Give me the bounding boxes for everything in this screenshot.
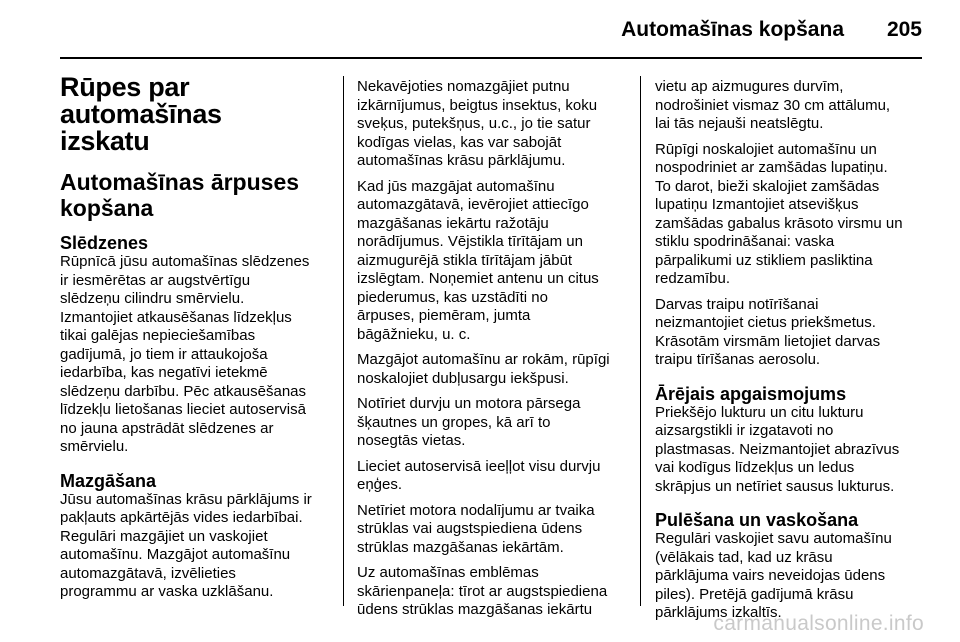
text-line: Rūpīgi noskalojiet automašīnu un bbox=[655, 140, 877, 158]
text-line: vai kodīgus līdzekļus un ledus bbox=[655, 459, 855, 476]
watermark: carmanualsonline.info bbox=[713, 612, 924, 635]
exterior-lights-text bbox=[655, 404, 927, 497]
polishing-text bbox=[655, 530, 927, 623]
text-line: iedarbība, kas negatīvi ietekmē bbox=[60, 364, 268, 381]
text-line: nodrošiniet vismaz 30 cm attālumu, bbox=[655, 96, 891, 114]
section-heading bbox=[60, 169, 332, 221]
paragraph bbox=[357, 178, 629, 345]
text-line: automašīnas krāsu pārklājumu. bbox=[357, 152, 566, 169]
paragraph bbox=[655, 296, 927, 370]
text-line: Mazgājot automašīnu ar rokām, rūpīgi bbox=[357, 351, 610, 368]
text-line: skārienpaneļa: tīrot ar augstspiediena bbox=[357, 582, 608, 600]
column-2 bbox=[357, 78, 629, 627]
text-line: Lieciet autoservisā ieeļļot visu durvju bbox=[357, 457, 601, 475]
column-3 bbox=[655, 78, 927, 630]
text-line: Izmantojiet atkausēšanas līdzekļus bbox=[60, 308, 292, 326]
paragraph bbox=[357, 564, 629, 620]
column-1 bbox=[60, 74, 332, 609]
text-line: piles). Pretējā gadījumā krāsu bbox=[655, 585, 854, 603]
header-title: Automašīnas kopšana bbox=[621, 18, 844, 41]
text-line: slēdzeņu darbību. Pēc atkausēšanas bbox=[60, 382, 306, 400]
text-line: skrāpjus un netīriet sausus lukturus. bbox=[655, 477, 895, 495]
paragraph bbox=[357, 502, 629, 558]
text-line: līdzekļu lietošanas lieciet autoservisā bbox=[60, 401, 306, 418]
text-line: piederumus, kas uzstādīti no bbox=[357, 288, 548, 306]
text-line: kodīgas vielas, kas var sabojāt bbox=[357, 133, 562, 151]
locks-text bbox=[60, 253, 332, 457]
paragraph bbox=[357, 351, 629, 388]
text-line: plastmasas. Neizmantojiet abrazīvus bbox=[655, 440, 900, 458]
text-line: aizsargstikli ir izgatavoti no bbox=[655, 422, 834, 439]
text-line: Notīriet durvju un motora pārsega bbox=[357, 395, 581, 412]
text-line: no jauna apstrādāt slēdzenes ar bbox=[60, 419, 274, 437]
text-line: traipu tīrīšanas aerosolu. bbox=[655, 351, 821, 368]
text-line: neizmantojiet cietus priekšmetus. bbox=[655, 314, 876, 331]
text-line: automašīnu. Mazgājot automašīnu bbox=[60, 546, 291, 563]
text-line: slēdzeņu cilindru smērvielu. bbox=[60, 290, 245, 307]
text-line: ir iesmērētas ar augstvērtīgu bbox=[60, 271, 251, 289]
text-line: nosegtās vietas. bbox=[357, 432, 466, 449]
text-line: Jūsu automašīnas krāsu pārklājums ir bbox=[60, 490, 312, 508]
washing-text bbox=[60, 491, 332, 602]
text-line: Kad jūs mazgājat automašīnu bbox=[357, 177, 555, 195]
text-line: strūklas vai augstspiediena ūdens bbox=[357, 520, 583, 537]
text-line: Regulāri vaskojiet savu automašīnu bbox=[655, 530, 892, 547]
paragraph bbox=[357, 395, 629, 451]
text-line: strūklas mazgāšanas iekārtām. bbox=[357, 538, 564, 556]
text-line: gadījumā, jo tiem ir attaukojoša bbox=[60, 345, 268, 363]
chapter-heading bbox=[60, 74, 332, 155]
text-line: pakļauts apkārtējās vides iedarbībai. bbox=[60, 509, 303, 526]
text-line: pārklājuma vairs neveidojas ūdens bbox=[655, 567, 886, 584]
text-line: Rūpnīcā jūsu automašīnas slēdzenes bbox=[60, 253, 310, 270]
text-line: programmu ar vaska uzklāšanu. bbox=[60, 583, 274, 600]
text-line: noskalojiet dubļusargu iekšpusi. bbox=[357, 369, 569, 387]
text-line: izkārnījumus, beigtus insektus, koku bbox=[357, 96, 598, 114]
text-line: izslēgtam. Noņemiet antenu un citus bbox=[357, 270, 599, 287]
text-line: norādījumus. Vējstikla tīrītājam un bbox=[357, 233, 583, 250]
text-line: Krāsotām virsmām lietojiet darvas bbox=[655, 332, 881, 350]
text-line: smērvielu. bbox=[60, 438, 129, 455]
text-line: lai tās nejauši neatslēgtu. bbox=[655, 115, 824, 132]
header-rule bbox=[60, 57, 922, 59]
text-line: pārklājums izkaltīs. bbox=[655, 604, 782, 621]
heading-line: kopšana bbox=[60, 195, 154, 221]
text-line: (vēlākais tad, kad uz krāsu bbox=[655, 548, 833, 566]
text-line: vietu ap aizmugures durvīm, bbox=[655, 78, 844, 95]
text-line: bāgāžnieku, u. c. bbox=[357, 325, 471, 343]
text-line: redzamību. bbox=[655, 270, 731, 287]
text-line: Netīriet motora nodalījumu ar tvaika bbox=[357, 501, 595, 519]
text-line: Nekavējoties nomazgājiet putnu bbox=[357, 78, 570, 95]
text-line: automazgātavā, izvēlieties bbox=[60, 564, 236, 582]
text-line: tikai galējas nepieciešamības bbox=[60, 327, 256, 344]
heading-line: Rūpes par automašīnas bbox=[60, 72, 222, 129]
paragraph bbox=[357, 458, 629, 495]
text-line: zamšādas gabalus krāsoto virsmu un bbox=[655, 214, 903, 232]
text-line: nospodriniet ar zamšādas lupatiņu. bbox=[655, 159, 888, 176]
text-line: automazgātavā, ievērojiet attiecīgo bbox=[357, 196, 589, 213]
text-line: pārpalikumi uz stikliem pasliktina bbox=[655, 251, 873, 269]
paragraph bbox=[655, 141, 927, 289]
text-line: sveķus, putekšņus, u.c., jo tie satur bbox=[357, 115, 591, 132]
paragraph bbox=[357, 78, 629, 171]
subsection-title-locks: Slēdzenes bbox=[60, 233, 149, 253]
text-line: ūdens strūklas mazgāšanas iekārtu bbox=[357, 601, 593, 618]
text-line: lupatiņu Izmantojiet atsevišķus bbox=[655, 196, 859, 213]
paragraph bbox=[655, 78, 927, 134]
text-line: Darvas traipu notīrīšanai bbox=[655, 295, 819, 313]
text-line: šķautnes un gropes, kā arī to bbox=[357, 413, 551, 431]
column-divider bbox=[343, 76, 344, 606]
text-line: ārpuses, piemēram, jumta bbox=[357, 307, 531, 324]
text-line: eņģes. bbox=[357, 476, 403, 493]
text-line: aizmugurējā stikla tīrītājam jābūt bbox=[357, 251, 573, 269]
text-line: stiklu spodrināšanai: vaska bbox=[655, 233, 835, 250]
column-divider bbox=[640, 76, 641, 606]
page-header bbox=[0, 0, 960, 60]
heading-line: Automašīnas ārpuses bbox=[60, 169, 300, 195]
text-line: Priekšējo lukturu un citu lukturu bbox=[655, 403, 864, 421]
subsection-title-polishing: Pulēšana un vaskošana bbox=[655, 510, 859, 530]
heading-line: izskatu bbox=[60, 126, 150, 156]
text-line: To darot, bieži skalojiet zamšādas bbox=[655, 177, 880, 195]
text-line: mazgāšanas iekārtu ražotāju bbox=[357, 214, 549, 232]
text-line: Uz automašīnas emblēmas bbox=[357, 564, 539, 581]
text-line: Regulāri mazgājiet un vaskojiet bbox=[60, 527, 268, 545]
page-number: 205 bbox=[886, 18, 922, 41]
subsection-title-washing: Mazgāšana bbox=[60, 470, 157, 491]
subsection-title-exterior-lights: Ārējais apgaismojums bbox=[655, 383, 847, 404]
